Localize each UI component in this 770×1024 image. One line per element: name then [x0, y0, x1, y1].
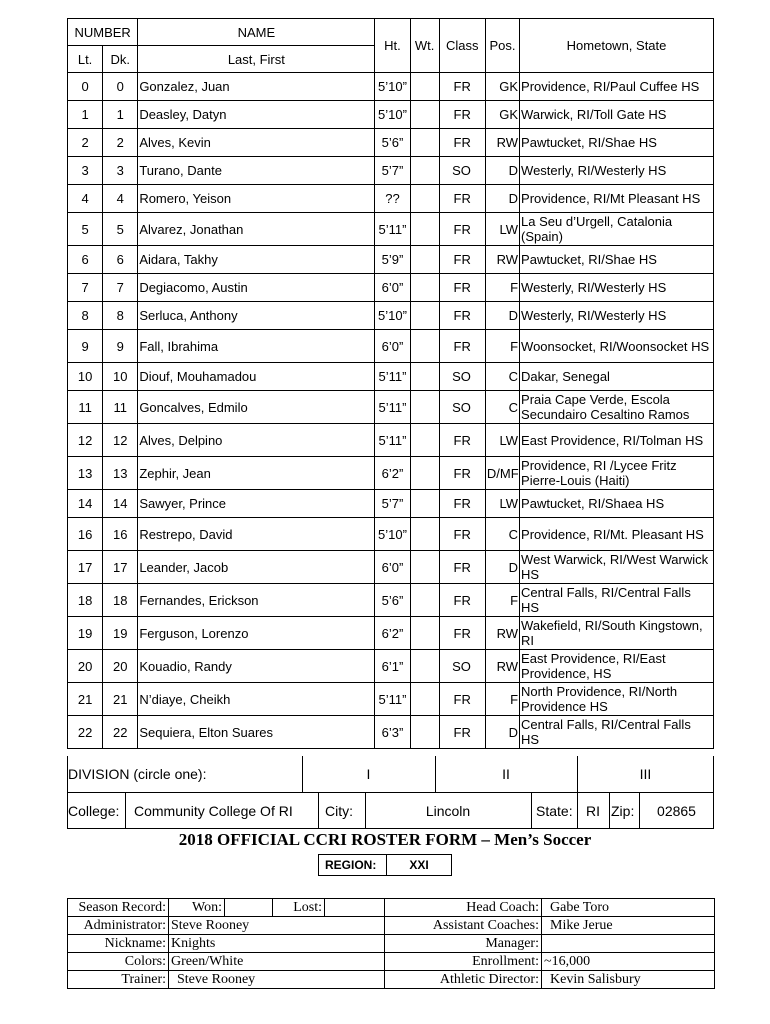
- dark-number-cell: 19: [103, 617, 138, 650]
- table-row: [68, 157, 714, 185]
- table-row: [68, 101, 714, 129]
- table-row: [68, 185, 714, 213]
- dark-number-cell: 1: [103, 101, 138, 129]
- assistant-coaches-label: Assistant Coaches:: [385, 917, 542, 935]
- city-value: Lincoln: [425, 803, 471, 819]
- class-cell: FR: [439, 246, 485, 274]
- assistant-coaches-value: Mike Jerue: [542, 917, 715, 935]
- hometown-cell: Woonsocket, RI/Woonsocket HS: [520, 330, 714, 363]
- position-cell: F: [485, 683, 519, 716]
- light-number-cell: 7: [68, 274, 103, 302]
- weight-cell: [410, 391, 439, 424]
- player-name-cell: Gonzalez, Juan: [138, 73, 375, 101]
- light-number-cell: 3: [68, 157, 103, 185]
- dark-number-cell: 22: [103, 716, 138, 749]
- position-cell: C: [485, 391, 519, 424]
- dark-number-cell: 14: [103, 490, 138, 518]
- dark-number-cell: 11: [103, 391, 138, 424]
- dark-number-cell: 4: [103, 185, 138, 213]
- weight-cell: [410, 716, 439, 749]
- height-cell: 5’11”: [375, 424, 410, 457]
- position-cell: LW: [485, 213, 519, 246]
- height-cell: 6’0”: [375, 551, 410, 584]
- table-row: [68, 518, 714, 551]
- light-number-cell: 22: [68, 716, 103, 749]
- player-name-cell: Fall, Ibrahima: [138, 330, 375, 363]
- light-number-cell: 2: [68, 129, 103, 157]
- position-cell: C: [485, 518, 519, 551]
- dark-number-cell: 5: [103, 213, 138, 246]
- player-name-cell: Serluca, Anthony: [138, 302, 375, 330]
- position-cell: D: [485, 302, 519, 330]
- hometown-cell: Pawtucket, RI/Shae HS: [520, 246, 714, 274]
- class-cell: FR: [439, 617, 485, 650]
- light-number-cell: 4: [68, 185, 103, 213]
- light-number-cell: 13: [68, 457, 103, 490]
- class-cell: FR: [439, 330, 485, 363]
- table-row: [68, 246, 714, 274]
- hometown-cell: Warwick, RI/Toll Gate HS: [520, 101, 714, 129]
- form-title: 2018 OFFICIAL CCRI ROSTER FORM – Men’s Soccer: [178, 830, 592, 849]
- class-cell: SO: [439, 391, 485, 424]
- state-value: RI: [586, 803, 600, 819]
- position-cell: RW: [485, 617, 519, 650]
- height-cell: 5’10”: [375, 302, 410, 330]
- weight-cell: [410, 185, 439, 213]
- height-cell: 5’7”: [375, 490, 410, 518]
- light-number-cell: 6: [68, 246, 103, 274]
- administrator-value: Steve Rooney: [169, 917, 385, 935]
- class-cell: FR: [439, 457, 485, 490]
- division-label: DIVISION (circle one):: [68, 766, 207, 782]
- weight-cell: [410, 157, 439, 185]
- player-name-cell: Fernandes, Erickson: [138, 584, 375, 617]
- light-number-cell: 5: [68, 213, 103, 246]
- height-cell: 5’9”: [375, 246, 410, 274]
- hometown-cell: West Warwick, RI/West Warwick HS: [520, 551, 714, 584]
- weight-cell: [410, 274, 439, 302]
- height-cell: 5’10”: [375, 518, 410, 551]
- weight-cell: [410, 490, 439, 518]
- colors-label: Colors:: [68, 953, 169, 971]
- position-cell: D/MF: [485, 457, 519, 490]
- dark-number-cell: 10: [103, 363, 138, 391]
- light-number-header: Lt.: [68, 46, 103, 73]
- class-cell: SO: [439, 157, 485, 185]
- hometown-cell: East Providence, RI/Tolman HS: [520, 424, 714, 457]
- manager-value[interactable]: [542, 935, 715, 953]
- position-cell: D: [485, 185, 519, 213]
- dark-number-header: Dk.: [103, 46, 138, 73]
- class-cell: FR: [439, 490, 485, 518]
- class-cell: FR: [439, 584, 485, 617]
- height-cell: 5’7”: [375, 157, 410, 185]
- class-cell: SO: [439, 363, 485, 391]
- division-option-3[interactable]: III: [639, 766, 652, 782]
- light-number-cell: 8: [68, 302, 103, 330]
- player-name-cell: Leander, Jacob: [138, 551, 375, 584]
- region-value: XXI: [409, 858, 429, 872]
- nickname-value: Knights: [169, 935, 385, 953]
- height-cell: 6’2”: [375, 617, 410, 650]
- height-cell: 5’11”: [375, 213, 410, 246]
- table-row: [68, 363, 714, 391]
- position-cell: RW: [485, 129, 519, 157]
- info-table: [67, 898, 715, 989]
- height-cell: 5’11”: [375, 363, 410, 391]
- city-label: City:: [325, 803, 353, 819]
- name-header: NAME: [138, 19, 375, 46]
- light-number-cell: 1: [68, 101, 103, 129]
- hometown-cell: Westerly, RI/Westerly HS: [520, 157, 714, 185]
- light-number-cell: 10: [68, 363, 103, 391]
- hometown-cell: Providence, RI/Mt. Pleasant HS: [520, 518, 714, 551]
- height-cell: 6’3”: [375, 716, 410, 749]
- head-coach-label: Head Coach:: [385, 899, 542, 917]
- zip-label: Zip:: [611, 803, 635, 819]
- dark-number-cell: 17: [103, 551, 138, 584]
- table-row: [68, 683, 714, 716]
- light-number-cell: 12: [68, 424, 103, 457]
- dark-number-cell: 7: [103, 274, 138, 302]
- roster-body: [68, 73, 714, 749]
- class-cell: FR: [439, 551, 485, 584]
- weight-cell: [410, 101, 439, 129]
- weight-cell: [410, 246, 439, 274]
- weight-cell: [410, 617, 439, 650]
- player-name-cell: Turano, Dante: [138, 157, 375, 185]
- player-name-cell: Sequiera, Elton Suares: [138, 716, 375, 749]
- dark-number-cell: 0: [103, 73, 138, 101]
- class-cell: FR: [439, 518, 485, 551]
- position-cell: C: [485, 363, 519, 391]
- height-cell: 6’0”: [375, 274, 410, 302]
- number-header: NUMBER: [68, 19, 138, 46]
- hometown-header: Hometown, State: [520, 19, 714, 73]
- position-cell: LW: [485, 424, 519, 457]
- position-cell: RW: [485, 650, 519, 683]
- trainer-label: Trainer:: [68, 971, 169, 989]
- light-number-cell: 14: [68, 490, 103, 518]
- division-option-1[interactable]: I: [366, 766, 371, 782]
- dark-number-cell: 16: [103, 518, 138, 551]
- division-option-2[interactable]: II: [502, 766, 510, 782]
- class-header: Class: [439, 19, 485, 73]
- player-name-cell: Degiacomo, Austin: [138, 274, 375, 302]
- position-header: Pos.: [485, 19, 519, 73]
- table-row: [68, 330, 714, 363]
- light-number-cell: 17: [68, 551, 103, 584]
- college-label: College:: [68, 803, 120, 819]
- hometown-cell: Dakar, Senegal: [520, 363, 714, 391]
- height-cell: 5’10”: [375, 101, 410, 129]
- dark-number-cell: 8: [103, 302, 138, 330]
- position-cell: GK: [485, 73, 519, 101]
- division-row: [67, 756, 714, 793]
- weight-cell: [410, 457, 439, 490]
- class-cell: FR: [439, 424, 485, 457]
- zip-value: 02865: [657, 803, 696, 819]
- player-name-cell: Diouf, Mouhamadou: [138, 363, 375, 391]
- class-cell: SO: [439, 650, 485, 683]
- hometown-cell: Pawtucket, RI/Shae HS: [520, 129, 714, 157]
- lost-label: Lost:: [273, 899, 325, 917]
- hometown-cell: Wakefield, RI/South Kingstown, RI: [520, 617, 714, 650]
- light-number-cell: 16: [68, 518, 103, 551]
- nickname-label: Nickname:: [68, 935, 169, 953]
- hometown-cell: North Providence, RI/North Providence HS: [520, 683, 714, 716]
- light-number-cell: 11: [68, 391, 103, 424]
- dark-number-cell: 2: [103, 129, 138, 157]
- weight-cell: [410, 302, 439, 330]
- weight-cell: [410, 424, 439, 457]
- height-cell: 5’6”: [375, 129, 410, 157]
- player-name-cell: Deasley, Datyn: [138, 101, 375, 129]
- player-name-cell: Alves, Kevin: [138, 129, 375, 157]
- height-cell: 5’11”: [375, 683, 410, 716]
- player-name-cell: Aidara, Takhy: [138, 246, 375, 274]
- class-cell: FR: [439, 73, 485, 101]
- enrollment-label: Enrollment:: [385, 953, 542, 971]
- hometown-cell: La Seu d’Urgell, Catalonia (Spain): [520, 213, 714, 246]
- weight-cell: [410, 518, 439, 551]
- won-label: Won:: [169, 899, 225, 917]
- table-row: [68, 129, 714, 157]
- table-row: [68, 650, 714, 683]
- lost-value[interactable]: [325, 899, 385, 917]
- hometown-cell: Providence, RI /Lycee Fritz Pierre-Louis (Haiti): [520, 457, 714, 490]
- table-row: [68, 457, 714, 490]
- table-row: [68, 716, 714, 749]
- head-coach-value: Gabe Toro: [542, 899, 715, 917]
- height-cell: 6’2”: [375, 457, 410, 490]
- dark-number-cell: 9: [103, 330, 138, 363]
- height-cell: 6’1”: [375, 650, 410, 683]
- light-number-cell: 19: [68, 617, 103, 650]
- height-cell: 5’6”: [375, 584, 410, 617]
- athletic-director-value: Kevin Salisbury: [542, 971, 715, 989]
- dark-number-cell: 6: [103, 246, 138, 274]
- weight-cell: [410, 650, 439, 683]
- position-cell: F: [485, 274, 519, 302]
- player-name-cell: N’diaye, Cheikh: [138, 683, 375, 716]
- player-name-cell: Sawyer, Prince: [138, 490, 375, 518]
- enrollment-value: ~16,000: [542, 953, 715, 971]
- height-cell: 5’10”: [375, 73, 410, 101]
- table-row: [68, 274, 714, 302]
- table-row: [68, 424, 714, 457]
- position-cell: F: [485, 330, 519, 363]
- hometown-cell: Praia Cape Verde, Escola Secundairo Cesaltino Ramos: [520, 391, 714, 424]
- dark-number-cell: 21: [103, 683, 138, 716]
- player-name-cell: Ferguson, Lorenzo: [138, 617, 375, 650]
- hometown-cell: Providence, RI/Paul Cuffee HS: [520, 73, 714, 101]
- weight-cell: [410, 683, 439, 716]
- position-cell: F: [485, 584, 519, 617]
- weight-cell: [410, 584, 439, 617]
- class-cell: FR: [439, 302, 485, 330]
- weight-cell: [410, 363, 439, 391]
- dark-number-cell: 20: [103, 650, 138, 683]
- player-name-cell: Zephir, Jean: [138, 457, 375, 490]
- weight-cell: [410, 213, 439, 246]
- hometown-cell: Providence, RI/Mt Pleasant HS: [520, 185, 714, 213]
- dark-number-cell: 18: [103, 584, 138, 617]
- light-number-cell: 9: [68, 330, 103, 363]
- table-row: [68, 490, 714, 518]
- light-number-cell: 0: [68, 73, 103, 101]
- table-row: [68, 584, 714, 617]
- height-cell: 5’11”: [375, 391, 410, 424]
- dark-number-cell: 13: [103, 457, 138, 490]
- administrator-label: Administrator:: [68, 917, 169, 935]
- table-row: [68, 73, 714, 101]
- last-first-header: Last, First: [138, 46, 375, 73]
- height-header: Ht.: [375, 19, 410, 73]
- college-value: Community College Of RI: [134, 803, 293, 819]
- table-row: [68, 551, 714, 584]
- hometown-cell: Pawtucket, RI/Shaea HS: [520, 490, 714, 518]
- roster-table: [67, 18, 714, 749]
- state-label: State:: [536, 803, 573, 819]
- player-name-cell: Goncalves, Edmilo: [138, 391, 375, 424]
- class-cell: FR: [439, 274, 485, 302]
- hometown-cell: East Providence, RI/East Providence, HS: [520, 650, 714, 683]
- season-record-label: Season Record:: [68, 899, 169, 917]
- weight-cell: [410, 551, 439, 584]
- position-cell: D: [485, 551, 519, 584]
- player-name-cell: Restrepo, David: [138, 518, 375, 551]
- table-row: [68, 302, 714, 330]
- hometown-cell: Central Falls, RI/Central Falls HS: [520, 584, 714, 617]
- position-cell: LW: [485, 490, 519, 518]
- won-value[interactable]: [225, 899, 273, 917]
- college-row: [67, 792, 714, 829]
- hometown-cell: Westerly, RI/Westerly HS: [520, 302, 714, 330]
- table-row: [68, 391, 714, 424]
- weight-cell: [410, 73, 439, 101]
- class-cell: FR: [439, 683, 485, 716]
- weight-cell: [410, 129, 439, 157]
- light-number-cell: 18: [68, 584, 103, 617]
- table-row: [68, 617, 714, 650]
- region-label: REGION:: [325, 858, 377, 872]
- hometown-cell: Central Falls, RI/Central Falls HS: [520, 716, 714, 749]
- class-cell: FR: [439, 129, 485, 157]
- dark-number-cell: 3: [103, 157, 138, 185]
- athletic-director-label: Athletic Director:: [385, 971, 542, 989]
- player-name-cell: Romero, Yeison: [138, 185, 375, 213]
- table-row: [68, 213, 714, 246]
- player-name-cell: Alvarez, Jonathan: [138, 213, 375, 246]
- class-cell: FR: [439, 716, 485, 749]
- position-cell: RW: [485, 246, 519, 274]
- position-cell: D: [485, 716, 519, 749]
- height-cell: 6’0”: [375, 330, 410, 363]
- player-name-cell: Alves, Delpino: [138, 424, 375, 457]
- position-cell: GK: [485, 101, 519, 129]
- trainer-value: Steve Rooney: [169, 971, 385, 989]
- class-cell: FR: [439, 101, 485, 129]
- class-cell: FR: [439, 213, 485, 246]
- colors-value: Green/White: [169, 953, 385, 971]
- height-cell: ??: [375, 185, 410, 213]
- dark-number-cell: 12: [103, 424, 138, 457]
- light-number-cell: 21: [68, 683, 103, 716]
- hometown-cell: Westerly, RI/Westerly HS: [520, 274, 714, 302]
- player-name-cell: Kouadio, Randy: [138, 650, 375, 683]
- weight-header: Wt.: [410, 19, 439, 73]
- light-number-cell: 20: [68, 650, 103, 683]
- class-cell: FR: [439, 185, 485, 213]
- weight-cell: [410, 330, 439, 363]
- region-box: [318, 854, 452, 876]
- position-cell: D: [485, 157, 519, 185]
- manager-label: Manager:: [385, 935, 542, 953]
